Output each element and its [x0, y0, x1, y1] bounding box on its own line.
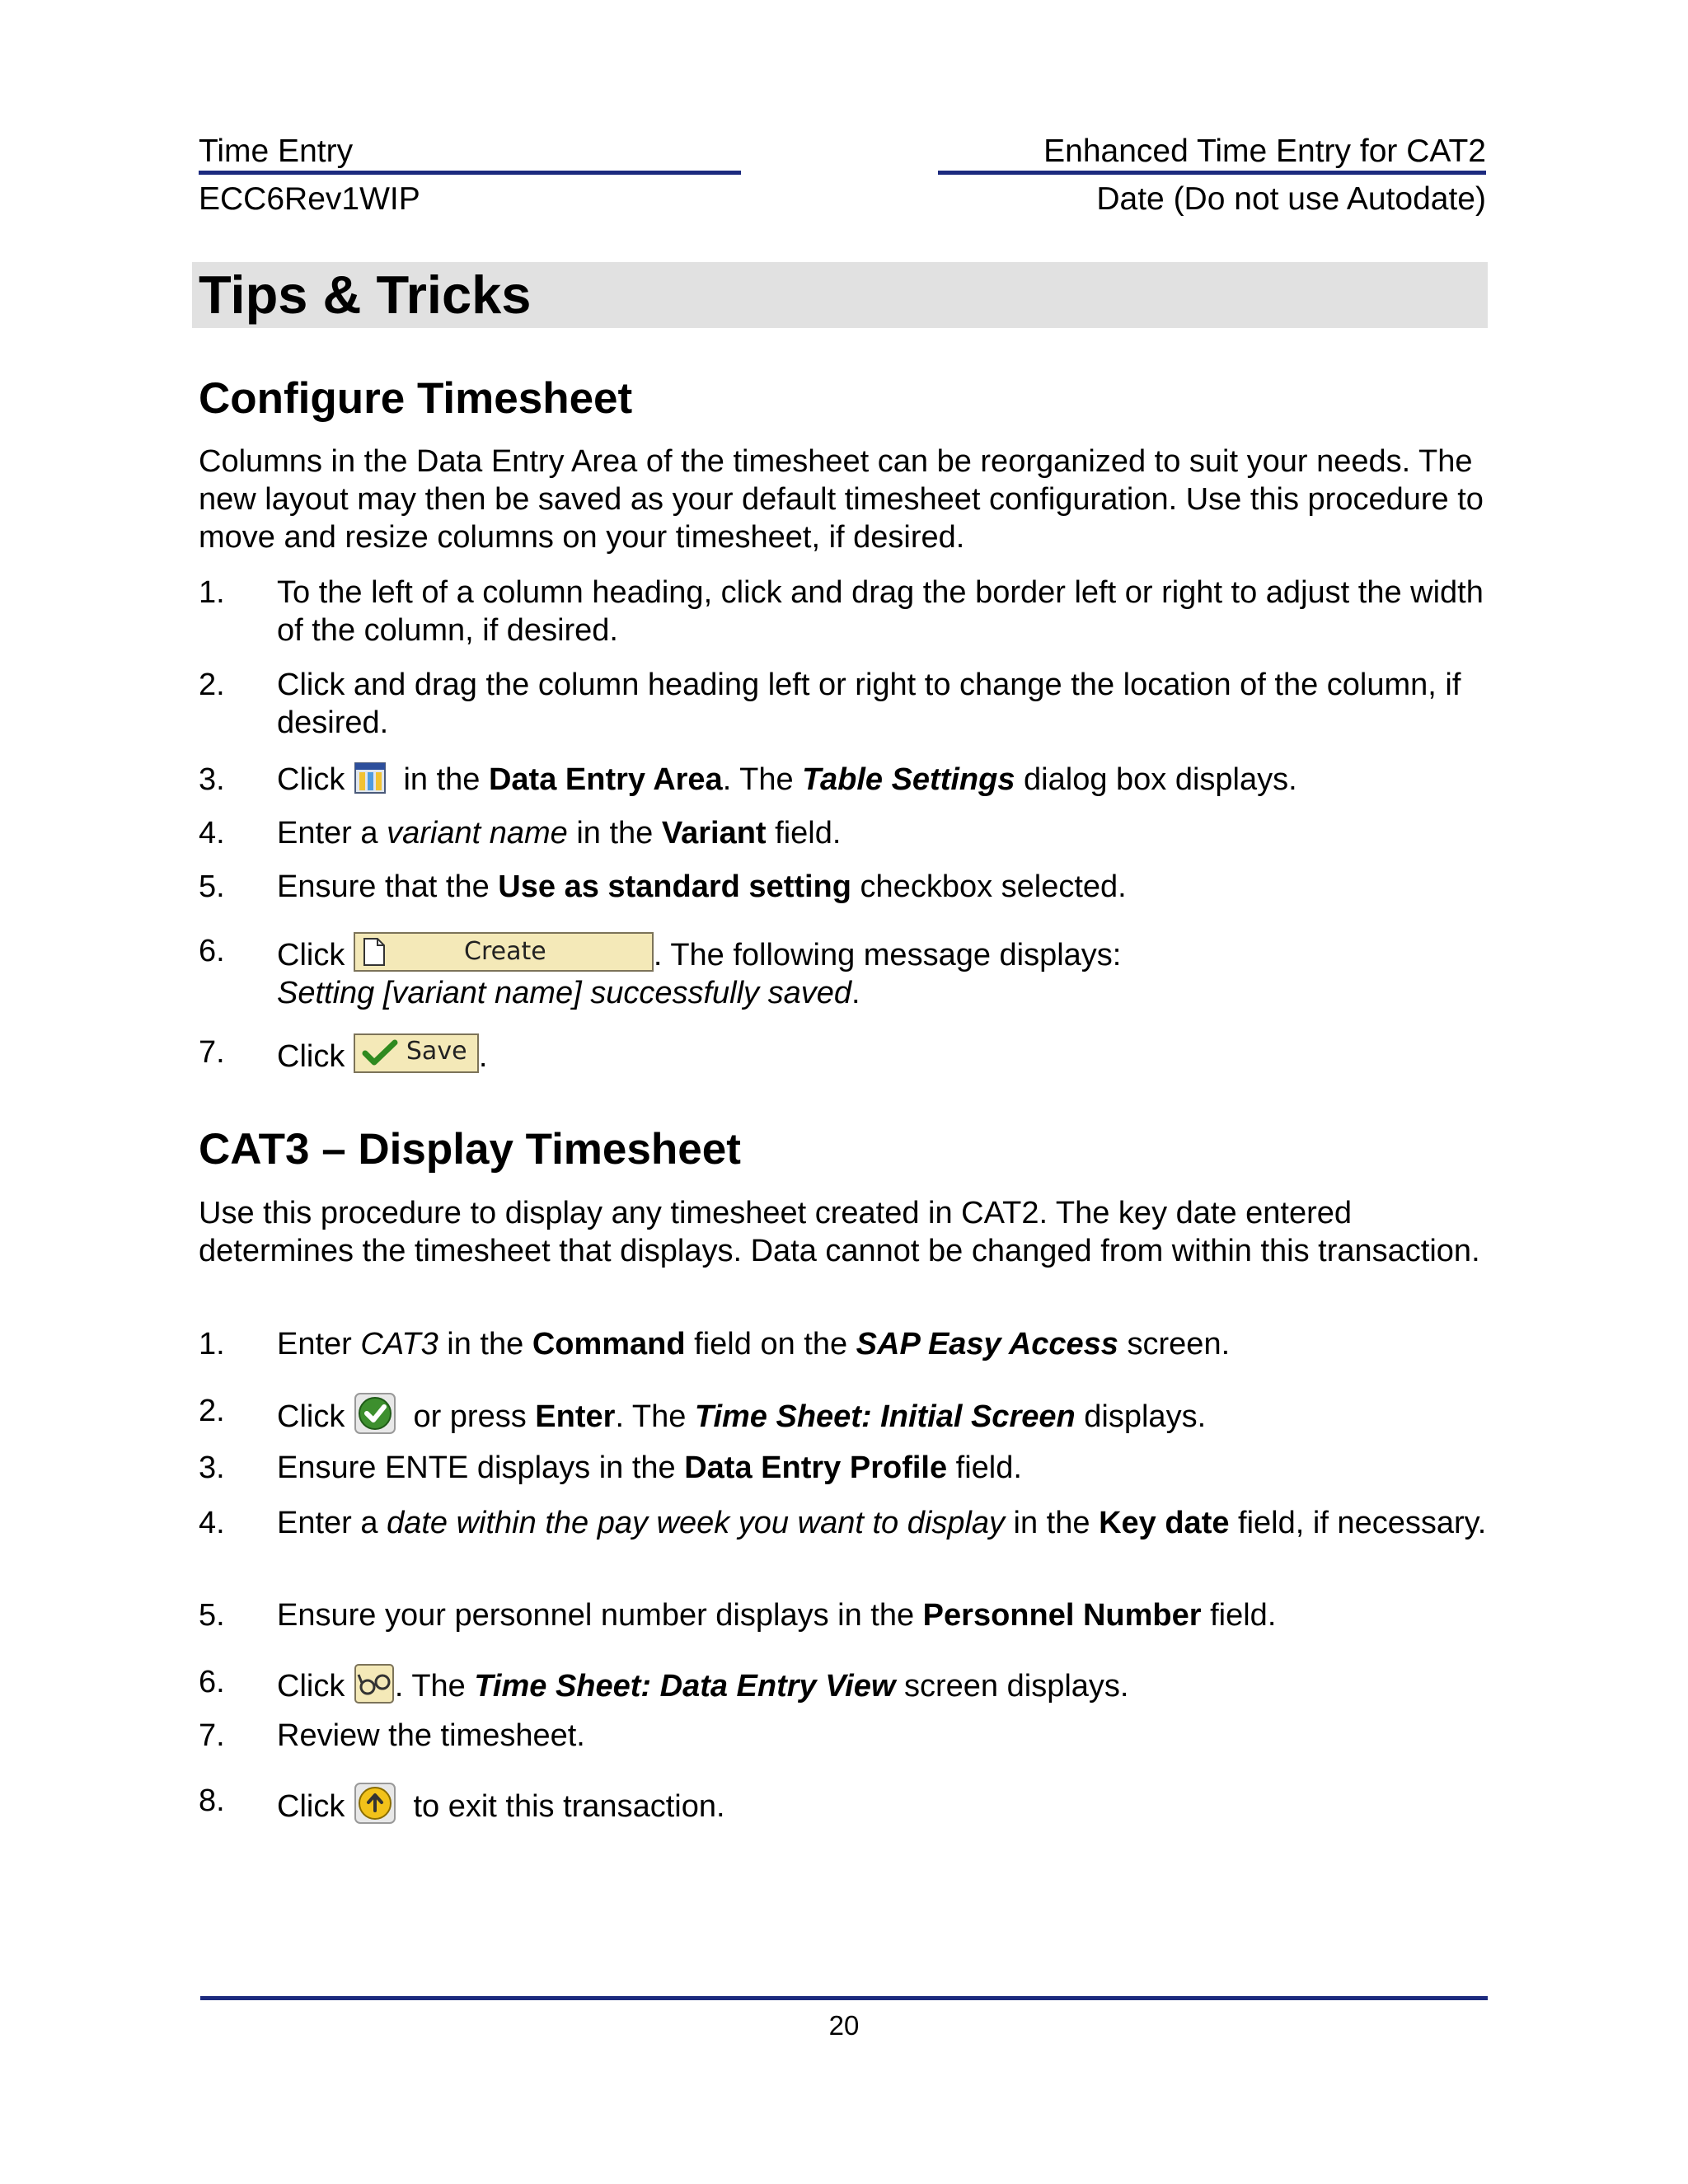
page-number: 20	[828, 2010, 860, 2041]
header-left-top: Time Entry	[199, 134, 354, 169]
step-text-part: to exit this transaction.	[413, 1789, 725, 1824]
section-banner	[192, 262, 1488, 328]
ui-term: Time Sheet: Initial Screen	[694, 1399, 1076, 1434]
step-text	[277, 1596, 1489, 1634]
step-text-part: checkbox selected.	[860, 869, 1127, 904]
step-text	[277, 868, 1489, 906]
ui-term: Table Settings	[802, 762, 1015, 797]
step-text: To the left of a column heading, click and drag the border left or right to adjust the width of the column, if desired.	[277, 575, 1484, 648]
step-text-part: Ensure ENTE displays in the	[277, 1451, 676, 1485]
step-number: 8.	[199, 1783, 225, 1818]
section-heading-configure: Configure Timesheet	[199, 374, 633, 423]
step-text-part: field, if necessary.	[1238, 1506, 1487, 1540]
step-text	[277, 1782, 1489, 1825]
glasses-icon[interactable]	[354, 1663, 395, 1704]
step-text-part: Ensure your personnel number displays in the	[277, 1598, 915, 1633]
ui-term: Enter	[535, 1399, 616, 1434]
step-text-part: .	[478, 1039, 488, 1074]
step-number: 5.	[199, 1598, 225, 1633]
step-text-part: Click	[277, 938, 345, 972]
variable-term: variant name	[387, 816, 568, 851]
step-text-part: dialog box displays.	[1024, 762, 1297, 797]
step-text	[277, 932, 1489, 1012]
step-text-part: in the	[1013, 1506, 1090, 1540]
step-text-part: Enter	[277, 1327, 352, 1361]
create-button-label: Create	[464, 937, 546, 966]
step-text-part: Click	[277, 1399, 345, 1434]
step-text-part: Ensure that the	[277, 869, 490, 904]
header-right-bottom: Date (Do not use Autodate)	[1096, 181, 1486, 217]
section-intro-configure: Columns in the Data Entry Area of the timesheet can be reorganized to suit your needs. The new layout may then be saved as your default timesheet configuration. Use this procedure to move and resize columns on your timesheet, if desired.	[199, 444, 1484, 555]
step-number: 7.	[199, 1718, 225, 1753]
save-button-label: Save	[406, 1037, 467, 1066]
step-number: 1.	[199, 1327, 225, 1361]
step-text: Click and drag the column heading left or right to change the location of the column, if desired.	[277, 668, 1461, 740]
step-text	[277, 1504, 1489, 1542]
step-text-part: in the	[447, 1327, 524, 1361]
step-number: 1.	[199, 575, 225, 610]
step-text-part: displays.	[1084, 1399, 1207, 1434]
step-text	[277, 814, 1489, 852]
step-text-part: . The following message displays:	[653, 938, 1122, 972]
step-text-part: field on the	[694, 1327, 848, 1361]
step-text-part: Click	[277, 1669, 345, 1704]
step-text	[277, 1033, 1489, 1076]
section-intro-cat3: Use this procedure to display any timesheet created in CAT2. The key date entered determines the timesheet that displays. Data cannot be changed from within this transaction.	[199, 1196, 1480, 1268]
step-number: 4.	[199, 1506, 225, 1540]
ui-term: Key date	[1099, 1506, 1230, 1540]
ui-term: Use as standard setting	[498, 869, 851, 904]
step-text	[277, 1325, 1489, 1363]
ui-term: SAP Easy Access	[856, 1327, 1118, 1361]
ui-term: Command	[532, 1327, 686, 1361]
table-settings-icon[interactable]	[354, 762, 387, 794]
step-text-part: .	[851, 976, 860, 1010]
checkmark-icon	[362, 1038, 398, 1068]
step-text-part: field.	[955, 1451, 1022, 1485]
exit-icon[interactable]	[354, 1782, 396, 1825]
footer-rule	[200, 1996, 1488, 2000]
ui-term: Personnel Number	[922, 1598, 1202, 1633]
step-number: 7.	[199, 1035, 225, 1070]
ui-term: Time Sheet: Data Entry View	[474, 1669, 896, 1704]
step-text-part: screen.	[1127, 1327, 1231, 1361]
step-text-part: Click	[277, 1789, 345, 1824]
step-text-part: in the	[576, 816, 654, 851]
step-text-part: Click	[277, 1039, 345, 1074]
step-number: 2.	[199, 1394, 225, 1428]
step-text-part: . The	[722, 762, 794, 797]
save-button[interactable]	[354, 1033, 479, 1073]
step-text-part: or press	[413, 1399, 527, 1434]
step-text-part: Enter a	[277, 1506, 378, 1540]
section-heading-cat3: CAT3 – Display Timesheet	[199, 1125, 741, 1174]
green-check-icon[interactable]	[354, 1392, 396, 1435]
header-left-bottom: ECC6Rev1WIP	[199, 181, 420, 217]
step-text-part: Click	[277, 762, 345, 797]
step-number: 3.	[199, 1451, 225, 1485]
variable-term: date within the pay week you want to display	[387, 1506, 1005, 1540]
step-number: 6.	[199, 1665, 225, 1699]
step-text-part: . The	[615, 1399, 687, 1434]
step-text-part: in the	[403, 762, 481, 797]
header-right-top: Enhanced Time Entry for CAT2	[1043, 134, 1486, 169]
step-number: 4.	[199, 816, 225, 851]
step-text	[277, 1663, 1489, 1705]
header-rule-left	[199, 171, 741, 175]
step-number: 5.	[199, 869, 225, 904]
ui-term: Data Entry Area	[488, 762, 723, 797]
step-text-part: Enter a	[277, 816, 378, 851]
step-text-part: . The	[394, 1669, 466, 1704]
step-text	[277, 1392, 1489, 1436]
step-text	[277, 1449, 1489, 1487]
step-text-part: field.	[775, 816, 842, 851]
step-text-part: field.	[1210, 1598, 1277, 1633]
step-number: 6.	[199, 934, 225, 968]
header-rule-right	[938, 171, 1486, 175]
step-number: 2.	[199, 668, 225, 702]
step-number: 3.	[199, 762, 225, 797]
banner-title: Tips & Tricks	[199, 265, 532, 325]
step-text	[277, 761, 1489, 799]
ui-term: Data Entry Profile	[684, 1451, 948, 1485]
step-text: Review the timesheet.	[277, 1718, 585, 1753]
create-button[interactable]	[354, 932, 654, 972]
ui-term: Variant	[661, 816, 767, 851]
step-text-part: screen displays.	[904, 1669, 1129, 1704]
message-text: Setting [variant name] successfully saved	[277, 976, 852, 1010]
variable-term: CAT3	[360, 1327, 438, 1361]
